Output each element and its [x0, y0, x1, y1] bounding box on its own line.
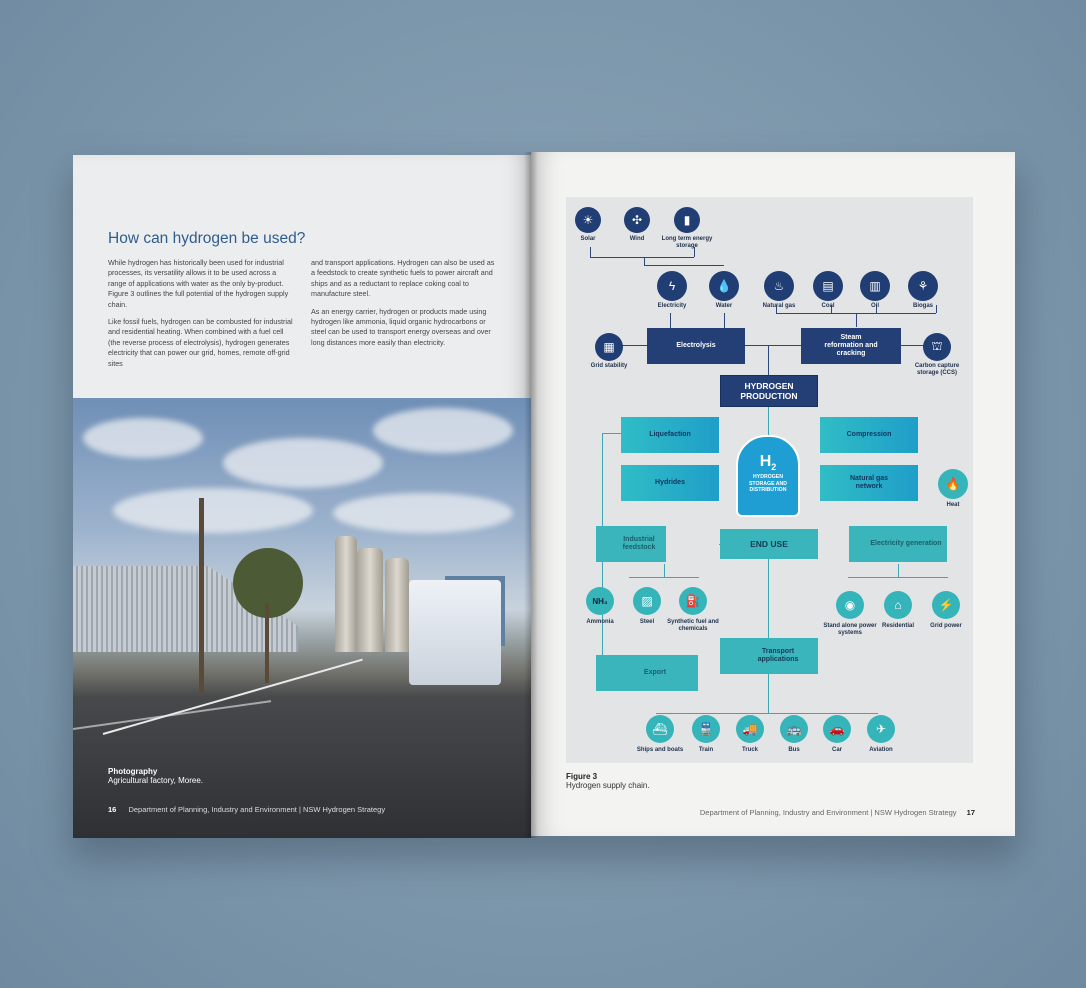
paragraph: and transport applications. Hydrogen can also be used as a feedstock to create synthetic fuels to power aircraft and ships and as a reductant to replace coking coal to manufacture steel.	[311, 258, 495, 299]
plane-icon: ✈	[867, 715, 895, 743]
steel-label: Steel	[639, 619, 655, 625]
ammonia-symbol: NH₃	[592, 596, 608, 606]
export-label: Export	[643, 669, 667, 676]
transport-label: Transport applications	[757, 648, 799, 663]
stand-alone-label: Stand alone power systems	[823, 623, 877, 636]
export-box	[596, 655, 698, 691]
transport-box	[720, 638, 818, 674]
liquefaction-label: Liquefaction	[649, 431, 691, 438]
page-number: 16	[108, 805, 117, 814]
end-use-box	[720, 529, 818, 559]
hydrides-box	[621, 465, 719, 501]
steam-box	[801, 328, 901, 364]
h2-label: HYDROGEN STORAGE AND DISTRIBUTION	[748, 474, 788, 493]
train-icon: 🚆	[692, 715, 720, 743]
heat-label: Heat	[946, 502, 960, 508]
ccs-label: Carbon capture storage (CCS)	[914, 363, 960, 376]
car-label: Car	[831, 747, 842, 753]
paragraph: Like fossil fuels, hydrogen can be combusted for industrial and residential heating. When combined with a fuel cell (the reverse process of electrolysis), hydrogen generates electricity that can power our grid, homes, remote off-grid sites	[108, 317, 293, 368]
compression-box	[820, 417, 918, 453]
hydrogen-supply-chain-figure	[566, 197, 973, 763]
solar-icon: ☀	[575, 207, 601, 233]
solar-label: Solar	[580, 236, 596, 242]
left-page	[73, 155, 531, 838]
footer-text: Department of Planning, Industry and Environment | NSW Hydrogen Strategy	[128, 805, 386, 814]
left-footer	[108, 805, 385, 814]
h2-subscript: 2	[771, 462, 777, 473]
text-column-2	[311, 258, 497, 355]
right-footer	[700, 808, 975, 817]
photo-caption-title: Photography	[108, 767, 158, 776]
figure-caption-text: Hydrogen supply chain.	[566, 781, 650, 790]
h2-storage-tank	[736, 435, 800, 517]
figure-title: Figure 3	[566, 772, 598, 781]
photo-caption	[108, 767, 203, 785]
text-column-1	[108, 258, 294, 376]
home-icon: ⌂	[884, 591, 912, 619]
ships-label: Ships and boats	[636, 747, 684, 753]
industrial-box	[596, 526, 666, 562]
synthetic-label: Synthetic fuel and chemicals	[667, 619, 719, 632]
electrolysis-box	[647, 328, 745, 364]
natural-gas-label: Natural gas	[762, 303, 796, 309]
right-page	[531, 152, 1015, 836]
oil-label: Oil	[870, 303, 879, 309]
compression-label: Compression	[846, 431, 892, 438]
hydrogen-production-label: HYDROGEN PRODUCTION	[740, 381, 798, 401]
electricity-icon: ϟ	[657, 271, 687, 301]
ship-icon: ⛴	[646, 715, 674, 743]
coal-label: Coal	[821, 303, 835, 309]
grid-stability-label: Grid stability	[590, 363, 628, 369]
end-use-label: END USE	[750, 539, 788, 549]
biogas-label: Biogas	[912, 303, 933, 309]
stand-alone-icon: ◉	[836, 591, 864, 619]
book-spine	[524, 152, 538, 838]
water-icon: 💧	[709, 271, 739, 301]
h2-symbol: H	[759, 453, 772, 470]
page-heading: How can hydrogen be used?	[108, 230, 306, 247]
bus-label: Bus	[788, 747, 800, 753]
gas-network-label: Natural gas network	[849, 475, 889, 490]
battery-icon: ▮	[674, 207, 700, 233]
paragraph: As an energy carrier, hydrogen or products made using hydrogen like ammonia, liquid organic hydrocarbons or steel can be used to transport energy overseas and over long distances more easily than electricity.	[311, 306, 491, 347]
fuel-icon: ⛽	[679, 587, 707, 615]
train-label: Train	[698, 747, 714, 753]
biogas-icon: ⚘	[908, 271, 938, 301]
coal-icon: ▤	[813, 271, 843, 301]
storage-label: Long term energy storage	[661, 236, 713, 249]
hydrogen-production-box	[720, 375, 818, 407]
electricity-label: Electricity	[657, 303, 687, 309]
paragraph: While hydrogen has historically been used for industrial processes, its versatility allows it to be used across a range of applications with water as the only by-product. Figure 3 outlines the full potential of the hydrogen supply chain.	[108, 258, 289, 309]
truck-label: Truck	[741, 747, 758, 753]
residential-label: Residential	[881, 623, 914, 629]
grid-power-label: Grid power	[930, 623, 962, 629]
heat-icon: 🔥	[938, 469, 968, 499]
electrolysis-label: Electrolysis	[676, 342, 716, 349]
wind-icon: ✣	[624, 207, 650, 233]
wind-label: Wind	[629, 236, 645, 242]
hydrides-label: Hydrides	[655, 479, 685, 486]
gas-network-box	[820, 465, 918, 501]
elec-gen-label: Electricity generation	[870, 540, 942, 547]
natural-gas-icon: ♨	[764, 271, 794, 301]
pylon-icon: ⚡	[932, 591, 960, 619]
aviation-label: Aviation	[869, 747, 893, 753]
truck-icon: 🚚	[736, 715, 764, 743]
steel-icon: ▨	[633, 587, 661, 615]
water-label: Water	[715, 303, 733, 309]
liquefaction-box	[621, 417, 719, 453]
industrial-label: Industrial feedstock	[622, 536, 656, 551]
ccs-icon: ⛫	[923, 333, 951, 361]
bus-icon: 🚌	[780, 715, 808, 743]
ammonia-label: Ammonia	[586, 619, 614, 625]
car-icon: 🚗	[823, 715, 851, 743]
truck	[409, 580, 501, 685]
grid-icon: ▦	[595, 333, 623, 361]
page-number: 17	[966, 808, 975, 817]
elec-gen-box	[849, 526, 947, 562]
steam-label: Steam reformation and cracking	[824, 334, 878, 357]
photo-caption-text: Agricultural factory, Moree.	[108, 776, 203, 785]
ammonia-icon	[586, 587, 614, 615]
figure-caption	[566, 772, 650, 790]
oil-icon: ▥	[860, 271, 890, 301]
footer-text: Department of Planning, Industry and Environment | NSW Hydrogen Strategy	[699, 808, 957, 817]
